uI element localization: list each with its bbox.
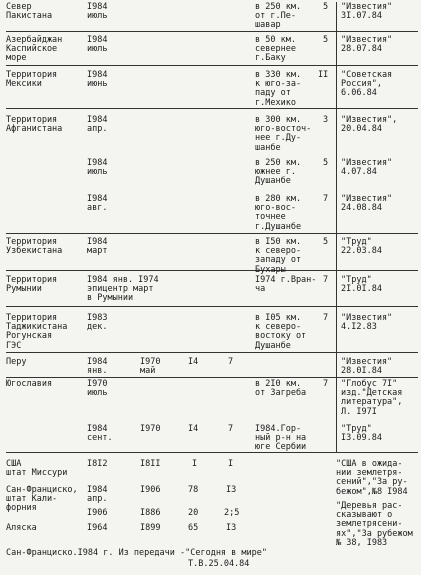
- cell-region: Аляска: [6, 523, 37, 533]
- cell-source: "Советская Россия", 6.06.84: [341, 70, 393, 99]
- cell-magnitude: 7: [323, 275, 329, 285]
- cell-region: Север Пакистана: [6, 2, 53, 22]
- cell-date: I983 дек.: [87, 313, 108, 333]
- cell-value-2: 7: [228, 357, 234, 367]
- cell-source: "Труд" I3.09.84: [341, 424, 382, 444]
- row-rule: [6, 377, 418, 378]
- cell-date: I984 янв. I974 эпицентр март в Румынии: [87, 275, 159, 304]
- cell-date: I964: [87, 523, 108, 533]
- row-rule: [6, 31, 418, 32]
- cell-region: Сан-Франциско, штат Кали- форния: [6, 485, 78, 514]
- cell-place: в I05 км. к северо- востоку от Душанбе: [255, 313, 307, 351]
- cell-source: "Известия", 20.04.84: [341, 115, 398, 135]
- cell-region: Территория Румынии: [6, 275, 58, 295]
- cell-magnitude: 7: [323, 379, 329, 389]
- cell-date-2: I906: [140, 485, 161, 495]
- cell-place: в 330 км. к юго-за- паду от г.Мехико: [255, 70, 302, 108]
- cell-value-1: I4: [188, 424, 199, 434]
- cell-date: I970 июль: [87, 379, 108, 399]
- cell-date-2: I899: [140, 523, 161, 533]
- cell-date: I8I2: [87, 459, 108, 469]
- row-rule: [6, 65, 418, 66]
- cell-place: в 2I0 км. от Загреба: [255, 379, 307, 399]
- cell-region: Территория Таджикистана Рогунская ГЭС: [6, 313, 68, 351]
- cell-place: в 250 км. южнее г. Душанбе: [255, 158, 302, 187]
- cell-place: в 50 км. севернее г.Баку: [255, 35, 296, 64]
- row-rule: [6, 233, 418, 234]
- cell-place: I984.Гор- ный р-н на юге Сербии: [255, 424, 307, 453]
- cell-date-2: I970 май: [140, 357, 161, 377]
- cell-magnitude: 5: [323, 2, 329, 12]
- column-rule: [336, 2, 337, 452]
- row-rule: [6, 270, 418, 271]
- cell-value-2: 7: [228, 424, 234, 434]
- cell-region: Перу: [6, 357, 27, 367]
- cell-source: "Известия" 28.07.84: [341, 35, 393, 55]
- cell-region: Территория Мексики: [6, 70, 58, 90]
- cell-source: "Известия" 28.0I.84: [341, 357, 393, 377]
- cell-date: I984 апр.: [87, 115, 108, 135]
- cell-date: I984 янв.: [87, 357, 108, 377]
- cell-date-2: I8II: [140, 459, 161, 469]
- cell-place: I974 г.Вран- ча: [255, 275, 317, 295]
- row-rule: [6, 108, 418, 109]
- cell-magnitude: 7: [323, 194, 329, 204]
- cell-magnitude: 5: [323, 237, 329, 247]
- cell-region: Азербайджан Каспийское море: [6, 35, 63, 64]
- cell-value-1: I: [192, 459, 198, 469]
- cell-date: I984 июль: [87, 158, 108, 178]
- cell-region: Территория Узбекистана: [6, 237, 63, 257]
- row-rule: [6, 352, 418, 353]
- cell-source: "Деревья рас- сказывают о землетрясени- ях","За рубежом № 38, I983: [336, 501, 413, 548]
- cell-value-2: I: [228, 459, 234, 469]
- cell-date: I984 сент.: [87, 424, 113, 444]
- cell-region: США штат Миссури: [6, 459, 68, 479]
- cell-value-2: I3: [226, 523, 237, 533]
- cell-date-2: I970: [140, 424, 161, 434]
- cell-place: в 280 км. юго-вос- точнее г.Душанбе: [255, 194, 302, 232]
- cell-value-1: 20: [188, 508, 199, 518]
- footer-date: Т.В.25.04.84: [188, 559, 250, 569]
- cell-source: "Известия" 3I.07.84: [341, 2, 393, 22]
- cell-value-2: 2;5: [224, 508, 240, 518]
- cell-value-1: 65: [188, 523, 199, 533]
- cell-source: "Глобус 7I" изд."Детская литература", Л. I97I: [341, 379, 403, 417]
- cell-date: I984 апр.: [87, 485, 108, 505]
- cell-date: I984 март: [87, 237, 108, 257]
- cell-source: "Известия" 4.07.84: [341, 158, 393, 178]
- row-rule: [6, 452, 418, 453]
- cell-source: "Труд" 22.03.84: [341, 237, 382, 257]
- footer-note: Сан-Франциско.I984 г. Из передачи -"Сегодня в мире": [6, 548, 267, 558]
- cell-magnitude: 5: [323, 35, 329, 45]
- cell-place: в 250 км. от г.Пе- шавар: [255, 2, 302, 31]
- cell-source: "Труд" 2I.0I.84: [341, 275, 382, 295]
- row-rule: [6, 306, 418, 307]
- cell-value-2: I3: [226, 485, 237, 495]
- cell-place: в 300 км. юго-восточ- нее г.Ду- шанбе: [255, 115, 312, 153]
- cell-date: I906: [87, 508, 108, 518]
- cell-magnitude: II: [318, 70, 329, 80]
- cell-magnitude: 7: [323, 313, 329, 323]
- cell-date: I984 авг.: [87, 194, 108, 214]
- cell-magnitude: 3: [323, 115, 329, 125]
- cell-value-1: 78: [188, 485, 199, 495]
- cell-magnitude: 5: [323, 158, 329, 168]
- cell-source: "Известия" 4.I2.83: [341, 313, 393, 333]
- cell-date: I984 июль: [87, 2, 108, 22]
- cell-date-2: I886: [140, 508, 161, 518]
- cell-region: Югославия: [6, 379, 53, 389]
- cell-source: "Известия" 24.08.84: [341, 194, 393, 214]
- cell-date: I984 июнь: [87, 70, 108, 90]
- cell-region: Территория Афганистана: [6, 115, 63, 135]
- cell-place: в I50 км. к северо- западу от Бухары: [255, 237, 302, 275]
- cell-date: I984 июль: [87, 35, 108, 55]
- cell-source: "США в ожида- нии землетря- сений","За ру- бежом",№8 I984: [336, 459, 408, 497]
- cell-value-1: I4: [188, 357, 199, 367]
